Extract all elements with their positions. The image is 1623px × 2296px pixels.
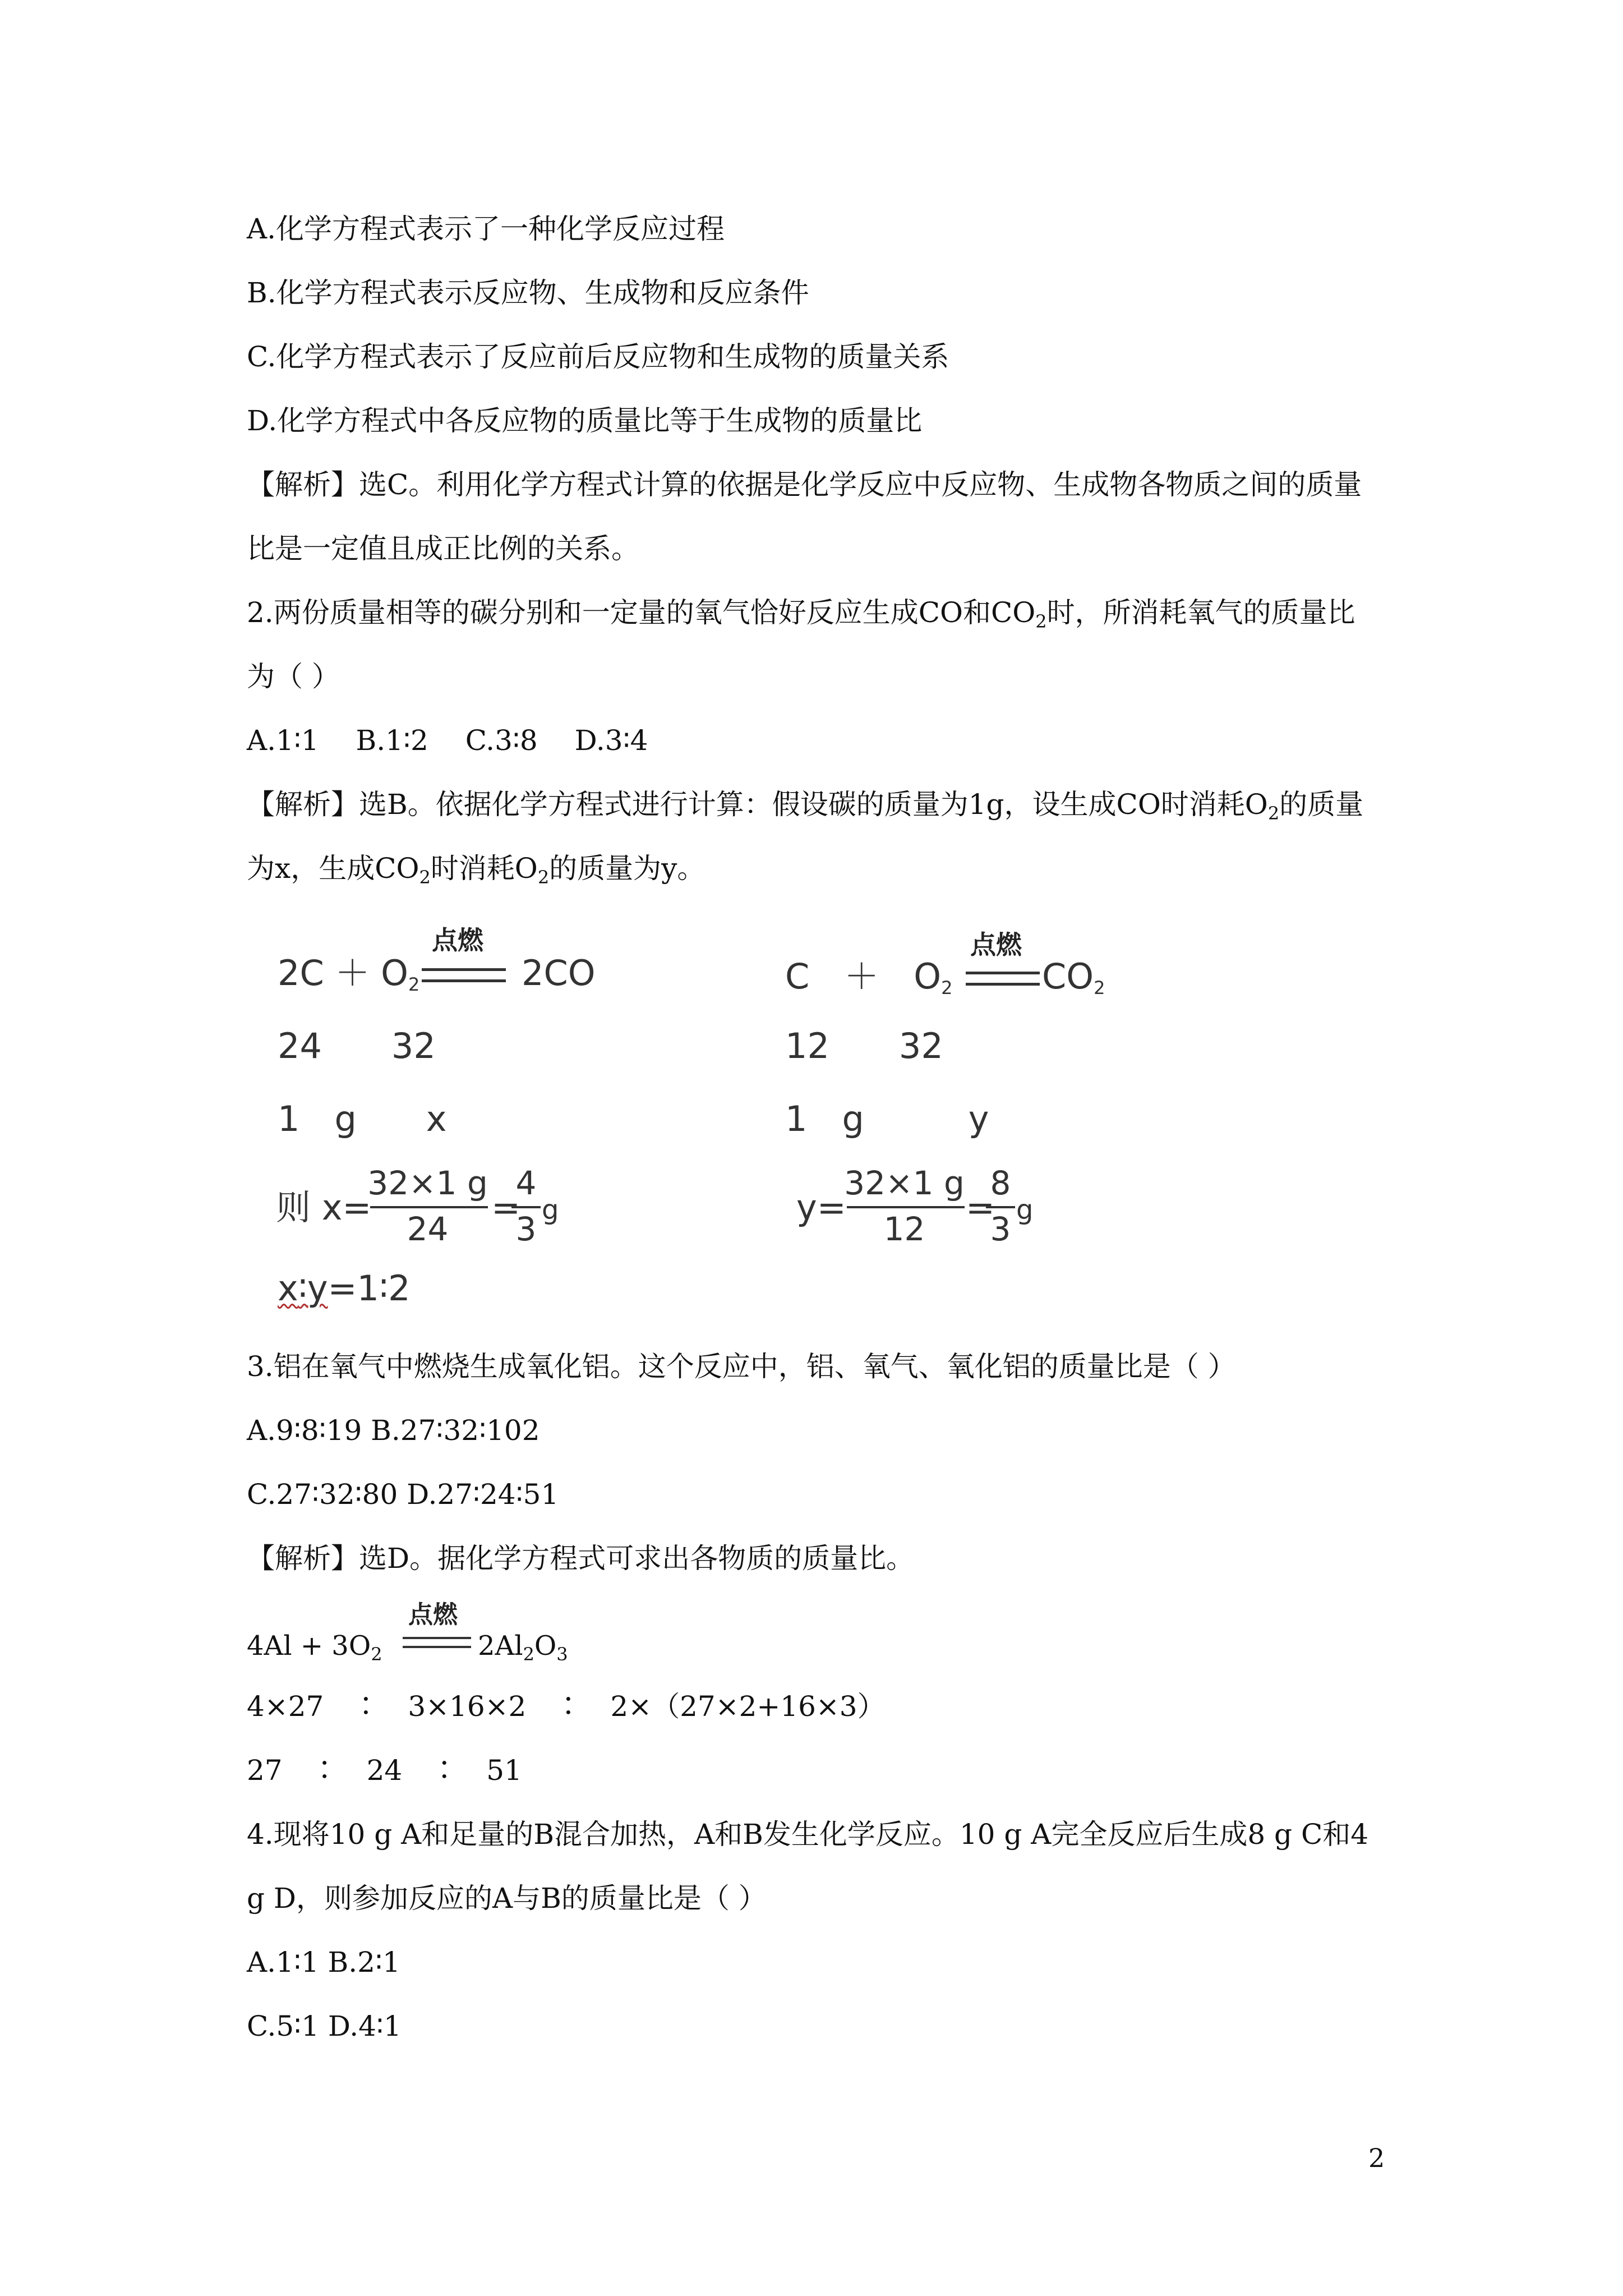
unit-label: g bbox=[542, 1194, 559, 1226]
equation-bar bbox=[403, 1646, 471, 1648]
equation-right-reactants: C ＋ $O_2$ bbox=[785, 956, 953, 999]
q1-analysis-line1: 【解析】选C。利用化学方程式计算的依据是化学反应中反应物、生成物各物质之间的质量 bbox=[247, 468, 1362, 501]
fraction-numerator: 32×1 g bbox=[367, 1164, 488, 1202]
q3-mass-ratio: 27 ∶ 24 ∶ 51 bbox=[247, 1754, 522, 1787]
fraction-bar bbox=[847, 1206, 965, 1208]
q3-equation-reactants: $4Al + 3O_2$ bbox=[247, 1630, 382, 1665]
q3-analysis: 【解析】选D。据化学方程式可求出各物质的质量比。 bbox=[247, 1542, 915, 1575]
equation-bar bbox=[966, 983, 1040, 986]
equation-left-masses: 24 32 bbox=[278, 1025, 436, 1066]
fraction-denominator: 12 bbox=[883, 1210, 925, 1248]
q2-analysis-line2: 为x，生成$CO_2$时消耗$O_2$的质量为y。 bbox=[247, 852, 706, 888]
equation-right-result-label: y= bbox=[796, 1187, 846, 1228]
fraction-bar bbox=[511, 1206, 541, 1208]
equation-left-reactants: $2C + O_2$ bbox=[278, 953, 420, 995]
q1-option-b: B.化学方程式表示反应物、生成物和反应条件 bbox=[247, 277, 809, 309]
equation-left-amounts: 1 g x bbox=[278, 1098, 447, 1139]
fraction-denominator: 3 bbox=[990, 1210, 1011, 1248]
reaction-condition: 点燃 bbox=[970, 930, 1022, 960]
equals-sign: = bbox=[966, 1187, 995, 1228]
equation-bar bbox=[422, 979, 506, 982]
q1-option-a: A.化学方程式表示了一种化学反应过程 bbox=[247, 213, 725, 245]
q3-stem: 3.铝在氧气中燃烧生成氧化铝。这个反应中，铝、氧气、氧化铝的质量比是（ ） bbox=[247, 1350, 1236, 1383]
q2-options: A.1∶1 B.1∶2 C.3∶8 D.3∶4 bbox=[247, 724, 648, 757]
equation-right-amounts: 1 g y bbox=[785, 1098, 989, 1139]
fraction-denominator: 3 bbox=[515, 1210, 537, 1248]
q4-options-line2: C.5∶1 D.4∶1 bbox=[247, 2010, 402, 2042]
ratio-result: x∶y=1∶2 bbox=[278, 1268, 411, 1309]
unit-label: g bbox=[1016, 1194, 1034, 1226]
equation-right-masses: 12 32 bbox=[785, 1025, 943, 1066]
equals-sign: = bbox=[491, 1187, 520, 1228]
q2-analysis-line1: 【解析】选B。依据化学方程式进行计算：假设碳的质量为1g，设生成CO时消耗$O_2$的质量 bbox=[247, 788, 1364, 824]
q3-options-line2: C.27∶32∶80 D.27∶24∶51 bbox=[247, 1478, 559, 1511]
equation-left-product: 2CO bbox=[522, 953, 596, 993]
equation-bar bbox=[422, 968, 506, 971]
q2-stem-line1: 2.两份质量相等的碳分别和一定量的氧气恰好反应生成CO和$CO_2$时，所消耗氧气的质量比 bbox=[247, 596, 1355, 632]
q3-equation-product: $2Al_2O_3$ bbox=[478, 1630, 568, 1665]
fraction-numerator: 32×1 g bbox=[844, 1164, 965, 1202]
reaction-condition: 点燃 bbox=[408, 1600, 458, 1629]
equation-right-product: $CO_2$ bbox=[1042, 956, 1105, 999]
equation-left-result-label: 则 x= bbox=[276, 1187, 372, 1228]
q3-options-line1: A.9∶8∶19 B.27∶32∶102 bbox=[247, 1414, 540, 1447]
reaction-condition: 点燃 bbox=[432, 925, 483, 955]
q4-stem-line2: g D，则参加反应的A与B的质量比是（ ） bbox=[247, 1882, 767, 1915]
page-number: 2 bbox=[1368, 2143, 1385, 2173]
q1-analysis-line2: 比是一定值且成正比例的关系。 bbox=[247, 532, 639, 565]
q1-option-d: D.化学方程式中各反应物的质量比等于生成物的质量比 bbox=[247, 404, 923, 437]
q1-option-c: C.化学方程式表示了反应前后反应物和生成物的质量关系 bbox=[247, 341, 949, 373]
equation-bar bbox=[966, 972, 1040, 974]
fraction-numerator: 8 bbox=[990, 1164, 1011, 1202]
q4-stem-line1: 4.现将10 g A和足量的B混合加热，A和B发生化学反应。10 g A完全反应后生成8 g C和4 bbox=[247, 1818, 1369, 1851]
fraction-bar bbox=[986, 1206, 1015, 1208]
q3-mass-calculation: 4×27 ∶ 3×16×2 ∶ 2×（27×2+16×3） bbox=[247, 1690, 886, 1723]
fraction-numerator: 4 bbox=[515, 1164, 537, 1202]
equation-bar bbox=[403, 1637, 471, 1639]
q4-options-line1: A.1∶1 B.2∶1 bbox=[247, 1946, 400, 1978]
fraction-bar bbox=[370, 1206, 488, 1208]
q2-stem-line2: 为（ ） bbox=[247, 660, 340, 693]
fraction-denominator: 24 bbox=[407, 1210, 449, 1248]
